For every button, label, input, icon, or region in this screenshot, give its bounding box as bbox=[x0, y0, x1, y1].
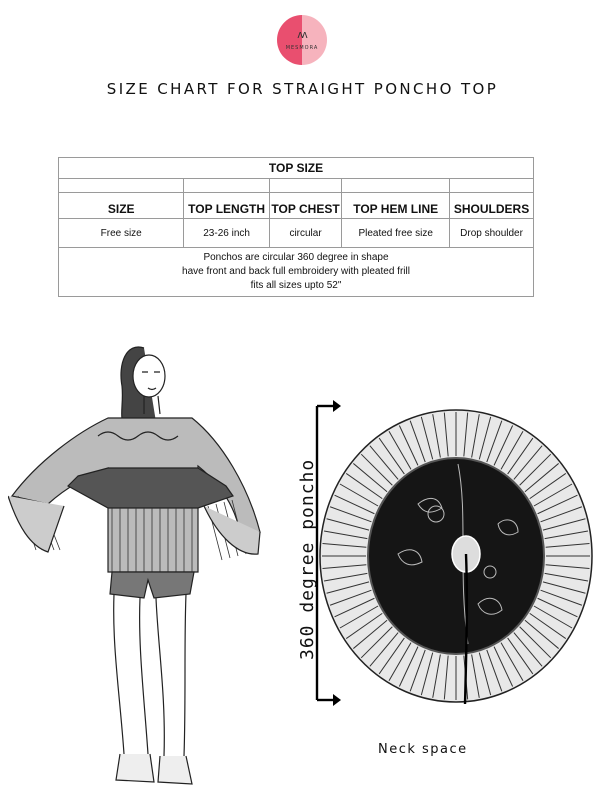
brand-mark: ʌʌ bbox=[297, 29, 307, 41]
model-illustration bbox=[8, 336, 270, 796]
dimension-label: 360 degree poncho bbox=[297, 458, 318, 660]
page-title: SIZE CHART FOR STRAIGHT PONCHO TOP bbox=[106, 80, 499, 98]
col-top-hem-line: TOP HEM LINE bbox=[342, 193, 450, 219]
cell-size: Free size bbox=[59, 219, 184, 248]
poncho-diagram bbox=[318, 404, 593, 704]
table-notes bbox=[59, 248, 534, 297]
col-size: SIZE bbox=[59, 193, 184, 219]
brand-name: MESMORA bbox=[285, 45, 319, 51]
cell-top-length: 23-26 inch bbox=[184, 219, 269, 248]
table-header: TOP SIZE bbox=[59, 158, 534, 179]
cell-shoulders: Drop shoulder bbox=[450, 219, 534, 248]
note-line: have front and back full embroidery with pleated frill bbox=[182, 266, 410, 277]
cell-top-chest: circular bbox=[269, 219, 341, 248]
size-table bbox=[58, 157, 534, 297]
neck-space-label: Neck space bbox=[378, 742, 468, 757]
cell-top-hem-line: Pleated free size bbox=[342, 219, 450, 248]
col-top-chest: TOP CHEST bbox=[269, 193, 341, 219]
note-line: Ponchos are circular 360 degree in shape bbox=[203, 252, 389, 263]
col-top-length: TOP LENGTH bbox=[184, 193, 269, 219]
note-line: fits all sizes upto 52" bbox=[250, 280, 342, 291]
brand-logo bbox=[277, 15, 327, 65]
col-shoulders: SHOULDERS bbox=[450, 193, 534, 219]
